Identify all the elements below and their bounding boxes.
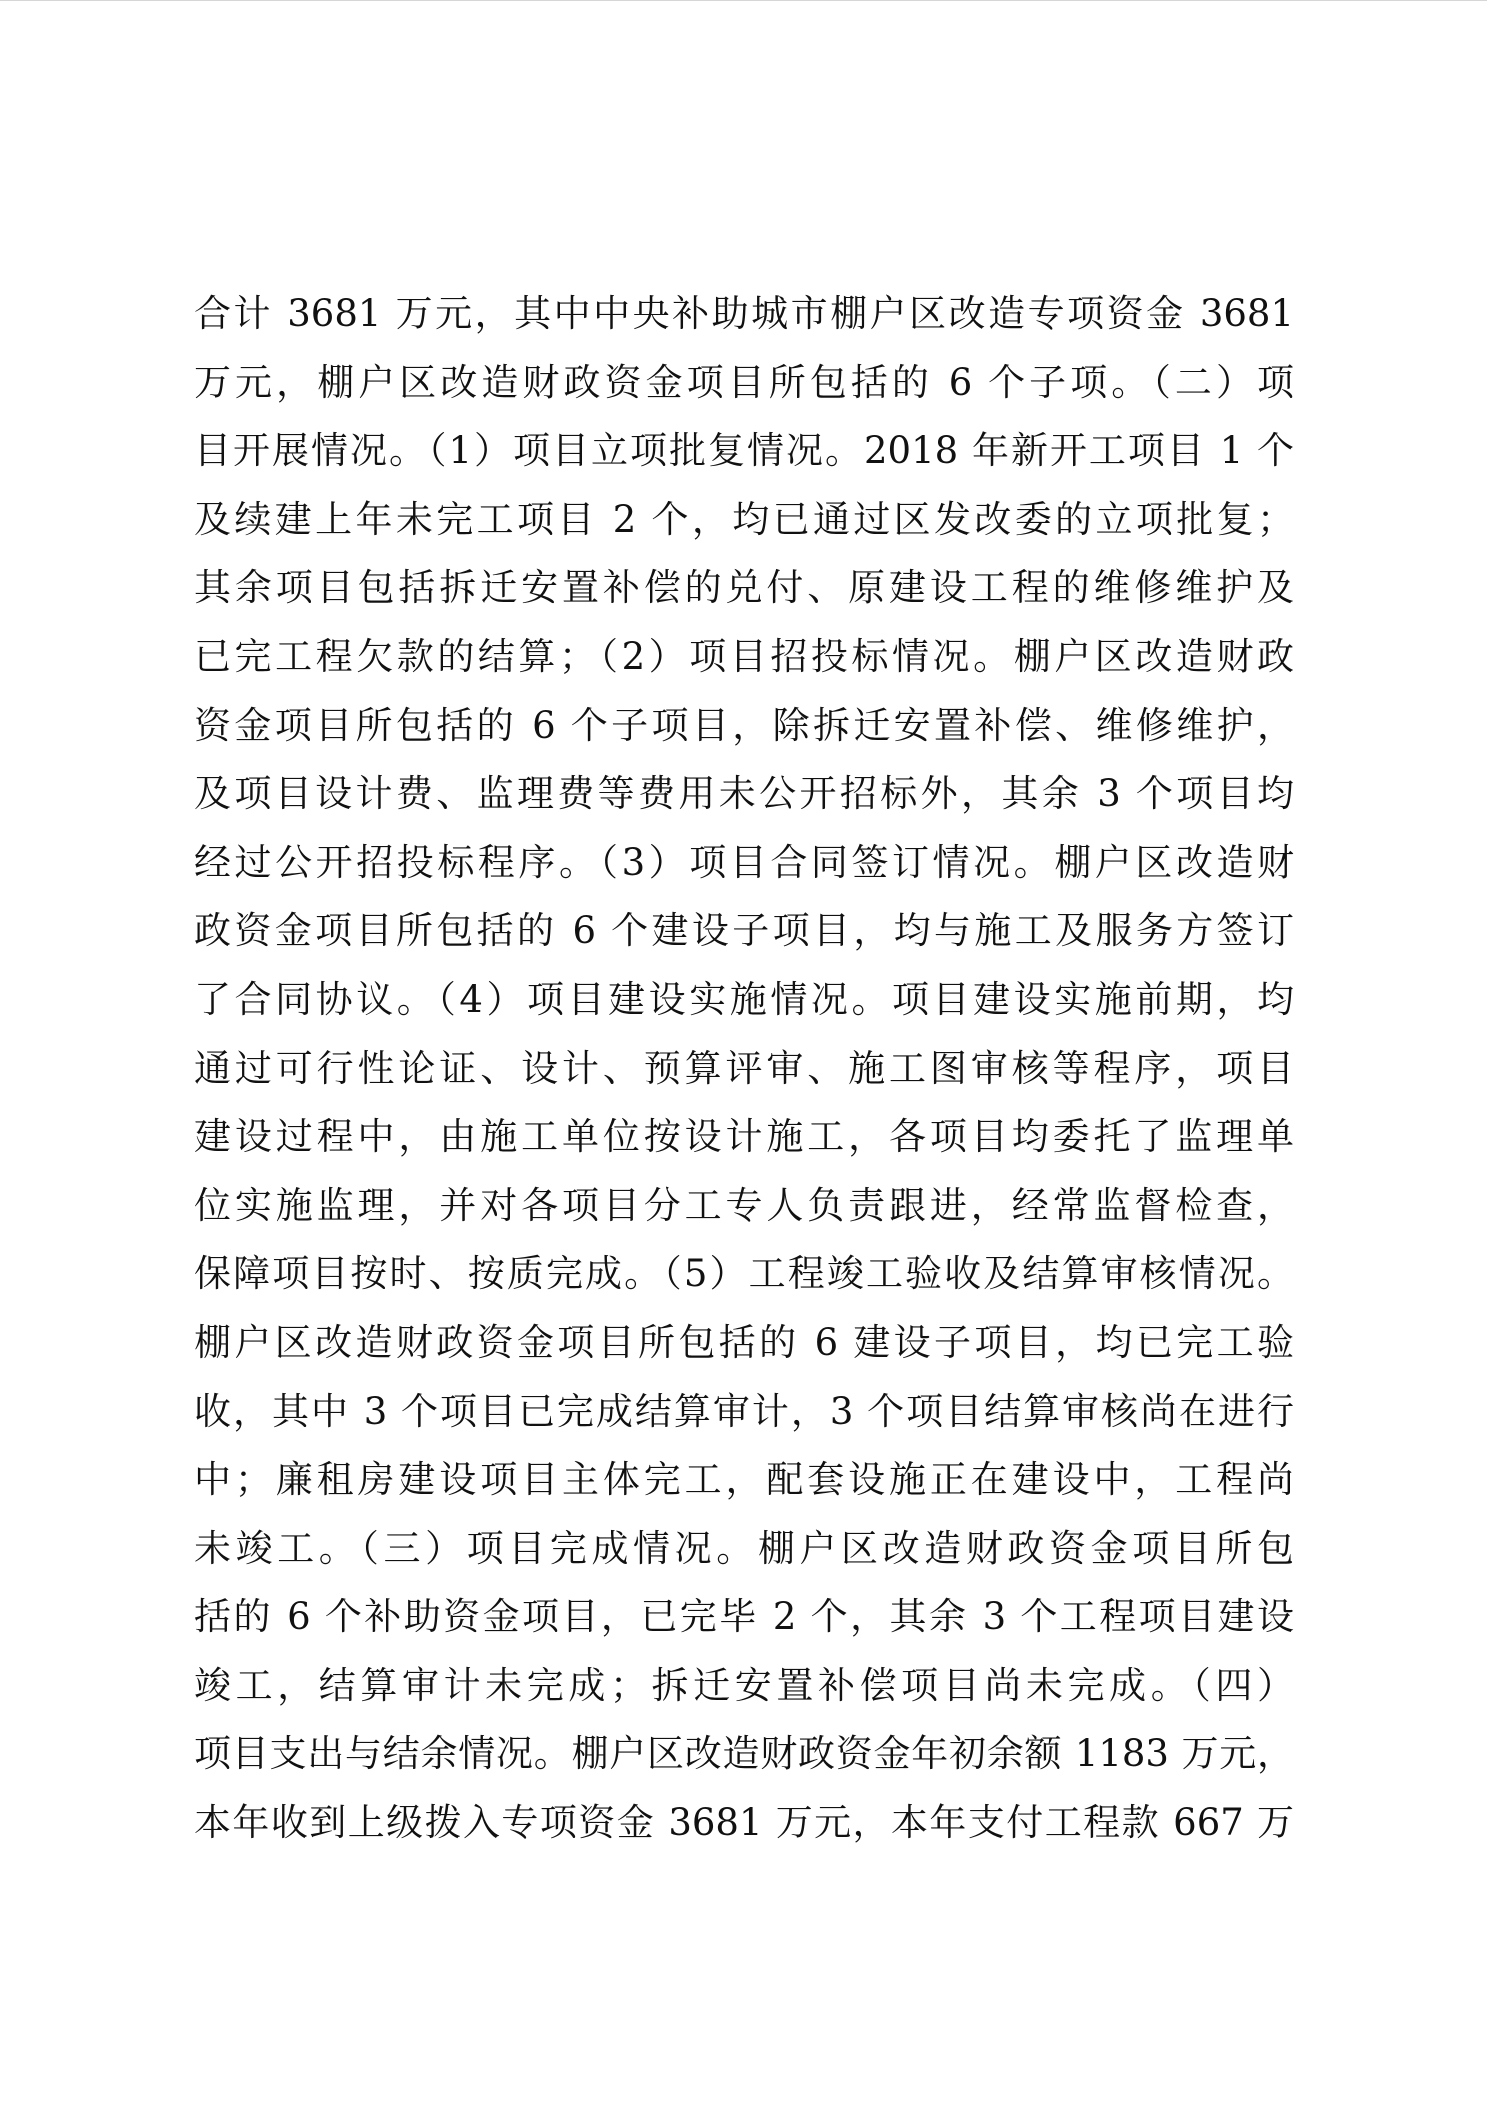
text-line: 了合同协议。（4）项目建设实施情况。项目建设实施前期，均	[194, 977, 1294, 1021]
document-body	[194, 280, 1294, 1858]
text-line: 收，其中 3 个项目已完成结算审计，3 个项目结算审核尚在进行	[194, 1389, 1294, 1433]
text-line: 万元，棚户区改造财政资金项目所包括的 6 个子项。（二）项	[194, 360, 1294, 404]
text-line: 政资金项目所包括的 6 个建设子项目，均与施工及服务方签订	[194, 909, 1294, 953]
text-line: 目开展情况。（1）项目立项批复情况。2018 年新开工项目 1 个	[194, 429, 1294, 473]
text-line: 括的 6 个补助资金项目，已完毕 2 个，其余 3 个工程项目建设	[194, 1595, 1294, 1639]
text-line: 合计 3681 万元，其中中央补助城市棚户区改造专项资金 3681	[194, 292, 1294, 335]
text-line: 位实施监理，并对各项目分工专人负责跟进，经常监督检查，	[194, 1183, 1294, 1227]
text-line: 棚户区改造财政资金项目所包括的 6 建设子项目，均已完工验	[194, 1320, 1294, 1364]
text-line: 及项目设计费、监理费等费用未公开招标外，其余 3 个项目均	[194, 772, 1294, 816]
text-line: 项目支出与结余情况。棚户区改造财政资金年初余额 1183 万元，	[194, 1732, 1294, 1776]
text-line: 经过公开招投标程序。（3）项目合同签订情况。棚户区改造财	[194, 840, 1294, 884]
text-line: 未竣工。（三）项目完成情况。棚户区改造财政资金项目所包	[194, 1526, 1294, 1570]
page-top-edge	[0, 0, 1487, 1]
text-line: 其余项目包括拆迁安置补偿的兑付、原建设工程的维修维护及	[194, 566, 1294, 610]
text-line: 资金项目所包括的 6 个子项目，除拆迁安置补偿、维修维护，	[194, 703, 1294, 747]
text-line: 本年收到上级拨入专项资金 3681 万元，本年支付工程款 667 万	[194, 1801, 1294, 1845]
text-line: 已完工程欠款的结算；（2）项目招投标情况。棚户区改造财政	[194, 634, 1294, 678]
text-line: 竣工，结算审计未完成；拆迁安置补偿项目尚未完成。（四）	[194, 1663, 1294, 1707]
text-line: 通过可行性论证、设计、预算评审、施工图审核等程序，项目	[194, 1046, 1294, 1090]
text-line: 建设过程中，由施工单位按设计施工，各项目均委托了监理单	[194, 1115, 1294, 1159]
text-line: 中；廉租房建设项目主体完工，配套设施正在建设中，工程尚	[194, 1458, 1294, 1502]
text-line: 保障项目按时、按质完成。（5）工程竣工验收及结算审核情况。	[194, 1252, 1294, 1296]
text-line: 及续建上年未完工项目 2 个，均已通过区发改委的立项批复；	[194, 497, 1294, 541]
